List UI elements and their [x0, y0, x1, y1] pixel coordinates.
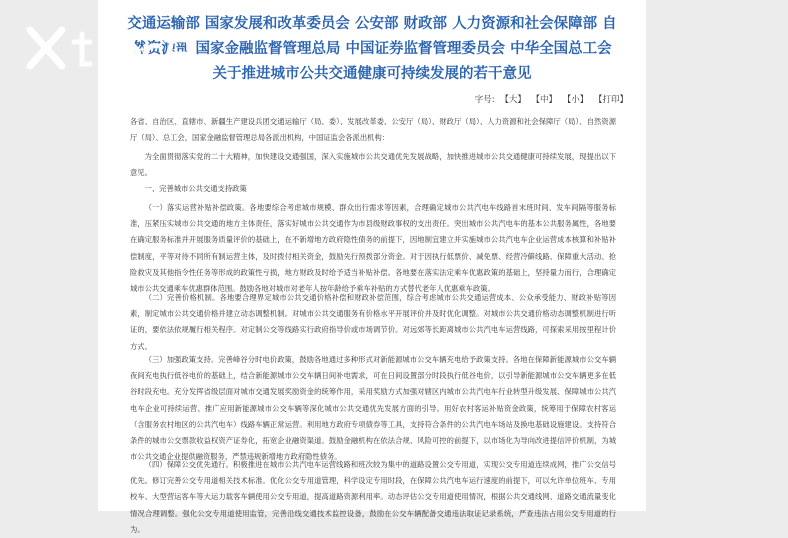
item-4-paragraph: （四）保障公交优先通行。积极推进在城市公共汽电车运营线路和班次较为集中的道路设置公交专用道，实现公交专用道连续成网，推广公交信号优先。修订完善公交专用道相关技术标准。优化公交专用道管理，科学设定专用时段，在保障公共汽电车运行速度的前提下，可以允许单位班车、专用校车、大型营运客车等大运力载客车辆使用公交专用道，提高道路资源利用率。动态评估公交专用道使用情况，根据公共交通线网、道路交通流量变化情况合理调整。强化公交专用道使用监管，完善沿线交通技术监控设备，鼓励在公交车辆配备交通违法取证记录系统，严查违法占用公交专用道的行为。 — [130, 460, 616, 534]
article-title-line-1: 交通运输部 国家发展和改革委员会 公安部 财政部 人力资源和社会保障部 自 — [127, 16, 617, 32]
section-heading-1: 一、完善城市公共交通支持政策 — [144, 184, 247, 193]
font-size-label: 字号: — [474, 95, 495, 105]
intro-paragraph: 为全面贯彻落实党的二十大精神，加快建设交通强国，深入实施城市公共交通优先发展战略，加快推进城市公共交通健康可持续发展，现提出以下意见。 — [130, 152, 616, 178]
print-link[interactable]: 【打印】 — [593, 95, 628, 105]
addressees-paragraph: 各省、自治区、直辖市、新疆生产建设兵团交通运输厅（局、委）、发展改革委、公安厅（局）、财政厅（局）、人力资源和社会保障厅（局）、自然资源厅（局）、总工会，国家金融监督管理总局各派出机构，中国证监会各派出机构： — [130, 117, 616, 143]
item-1-paragraph: （一）落实运营补贴补偿政策。各地要综合考虑城市规模、群众出行需求等因素，合理确定城市公共汽电车线路首末班时间、发车间隔等服务标准，压紧压实城市公共交通的地方主体责任，落实好城市公共交通作为市县级财政事权的支出责任。突出城市公共汽电车的基本公共服务属性，各地要在确定服务标准并开展服务质量评价的基础上，在不新增地方政府隐性债务的前提下，因地制宜建立并实施城市公共汽电车企业运营成本核算和补贴补偿制度，平等对待不同所有制运营主体，及时拨付相关资金，鼓励先行预拨部分资金。对于因执行低票价、减免票、经营冷僻线路、保障重大活动、抢险救灾及其他指令性任务等形成的政策性亏损，地方财政及时给予适当补贴补偿。各地要在落实法定乘车优惠政策的基础上，坚持量力而行，合理确定城市公共交通乘车优惠群体范围。鼓励各地对城市对老年人按年龄给予乘车补贴的方式替代老年人优惠乘车政策。 — [130, 203, 616, 294]
font-size-medium-link[interactable]: 【中】 — [531, 95, 558, 105]
item-3-paragraph: （三）加强政策支持。完善峰谷分时电价政策，鼓励各地通过多种形式对新能源城市公交车辆充电给予政策支持。各地在保障新能源城市公交车辆夜间充电执行低谷电价的基础上，结合新能源城市公交车辆日间补电需求，可在日间设置部分时段执行低谷电价，以引导新能源城市公交车辆更多在低谷时段充电。充分发挥省级层面对城市交通发展奖励资金的统筹作用，采用奖励方式加强对辖区内城市公共汽电车行业转型升级发展、保障城市公共汽电车企业可持续运营、推广应用新能源城市公交车辆等深化城市公共交通优先发展方面的引导。用好农村客运补贴资金政策，统筹用于保障农村客运（含服务农村地区的公共汽电车）线路车辆正常运营。利用地方政府专项债券等工具，支持符合条件的公共汽电车场站及换电基础设施建设。支持符合条件的城市公交票款收益权资产证券化，拓宽企业融资渠道。鼓励金融机构在依法合规、风险可控的前提下，以市场化为导向改进提信评价机制，为城市公共交通企业提供融资服务，严禁违规新增地方政府隐性债务。 — [130, 355, 616, 462]
item-2-paragraph: （二）完善价格机制。各地要合理界定城市公共交通价格补偿和财政补偿范围，综合考虑城市公共交通运营成本、公众承受能力、财政补贴等因素，制定城市公共交通价格并建立动态调整机制。对城市公共交通服务有价格水平开展评价并及时优化调整。对城市公共交通价格动态调整机制进行听证的，要依法依规履行相关程序。对定制公交等线路实行政府指导价或市场调节价。对远郊等长距离城市公共汽电车运营线路，可探索采用按里程计价方式。 — [130, 293, 616, 351]
article-title-line-3: 关于推进城市公共交通健康可持续发展的若干意见 — [212, 66, 532, 82]
article-page — [98, 0, 646, 534]
article-title-line-2: 然资源部 国家金融监督管理总局 中国证券监督管理委员会 中华全国总工会 — [132, 41, 612, 57]
font-size-large-link[interactable]: 【大】 — [500, 95, 526, 105]
font-size-small-link[interactable]: 【小】 — [562, 95, 589, 105]
xcar-logo-watermark-icon — [24, 22, 200, 74]
font-size-controls — [472, 93, 628, 105]
